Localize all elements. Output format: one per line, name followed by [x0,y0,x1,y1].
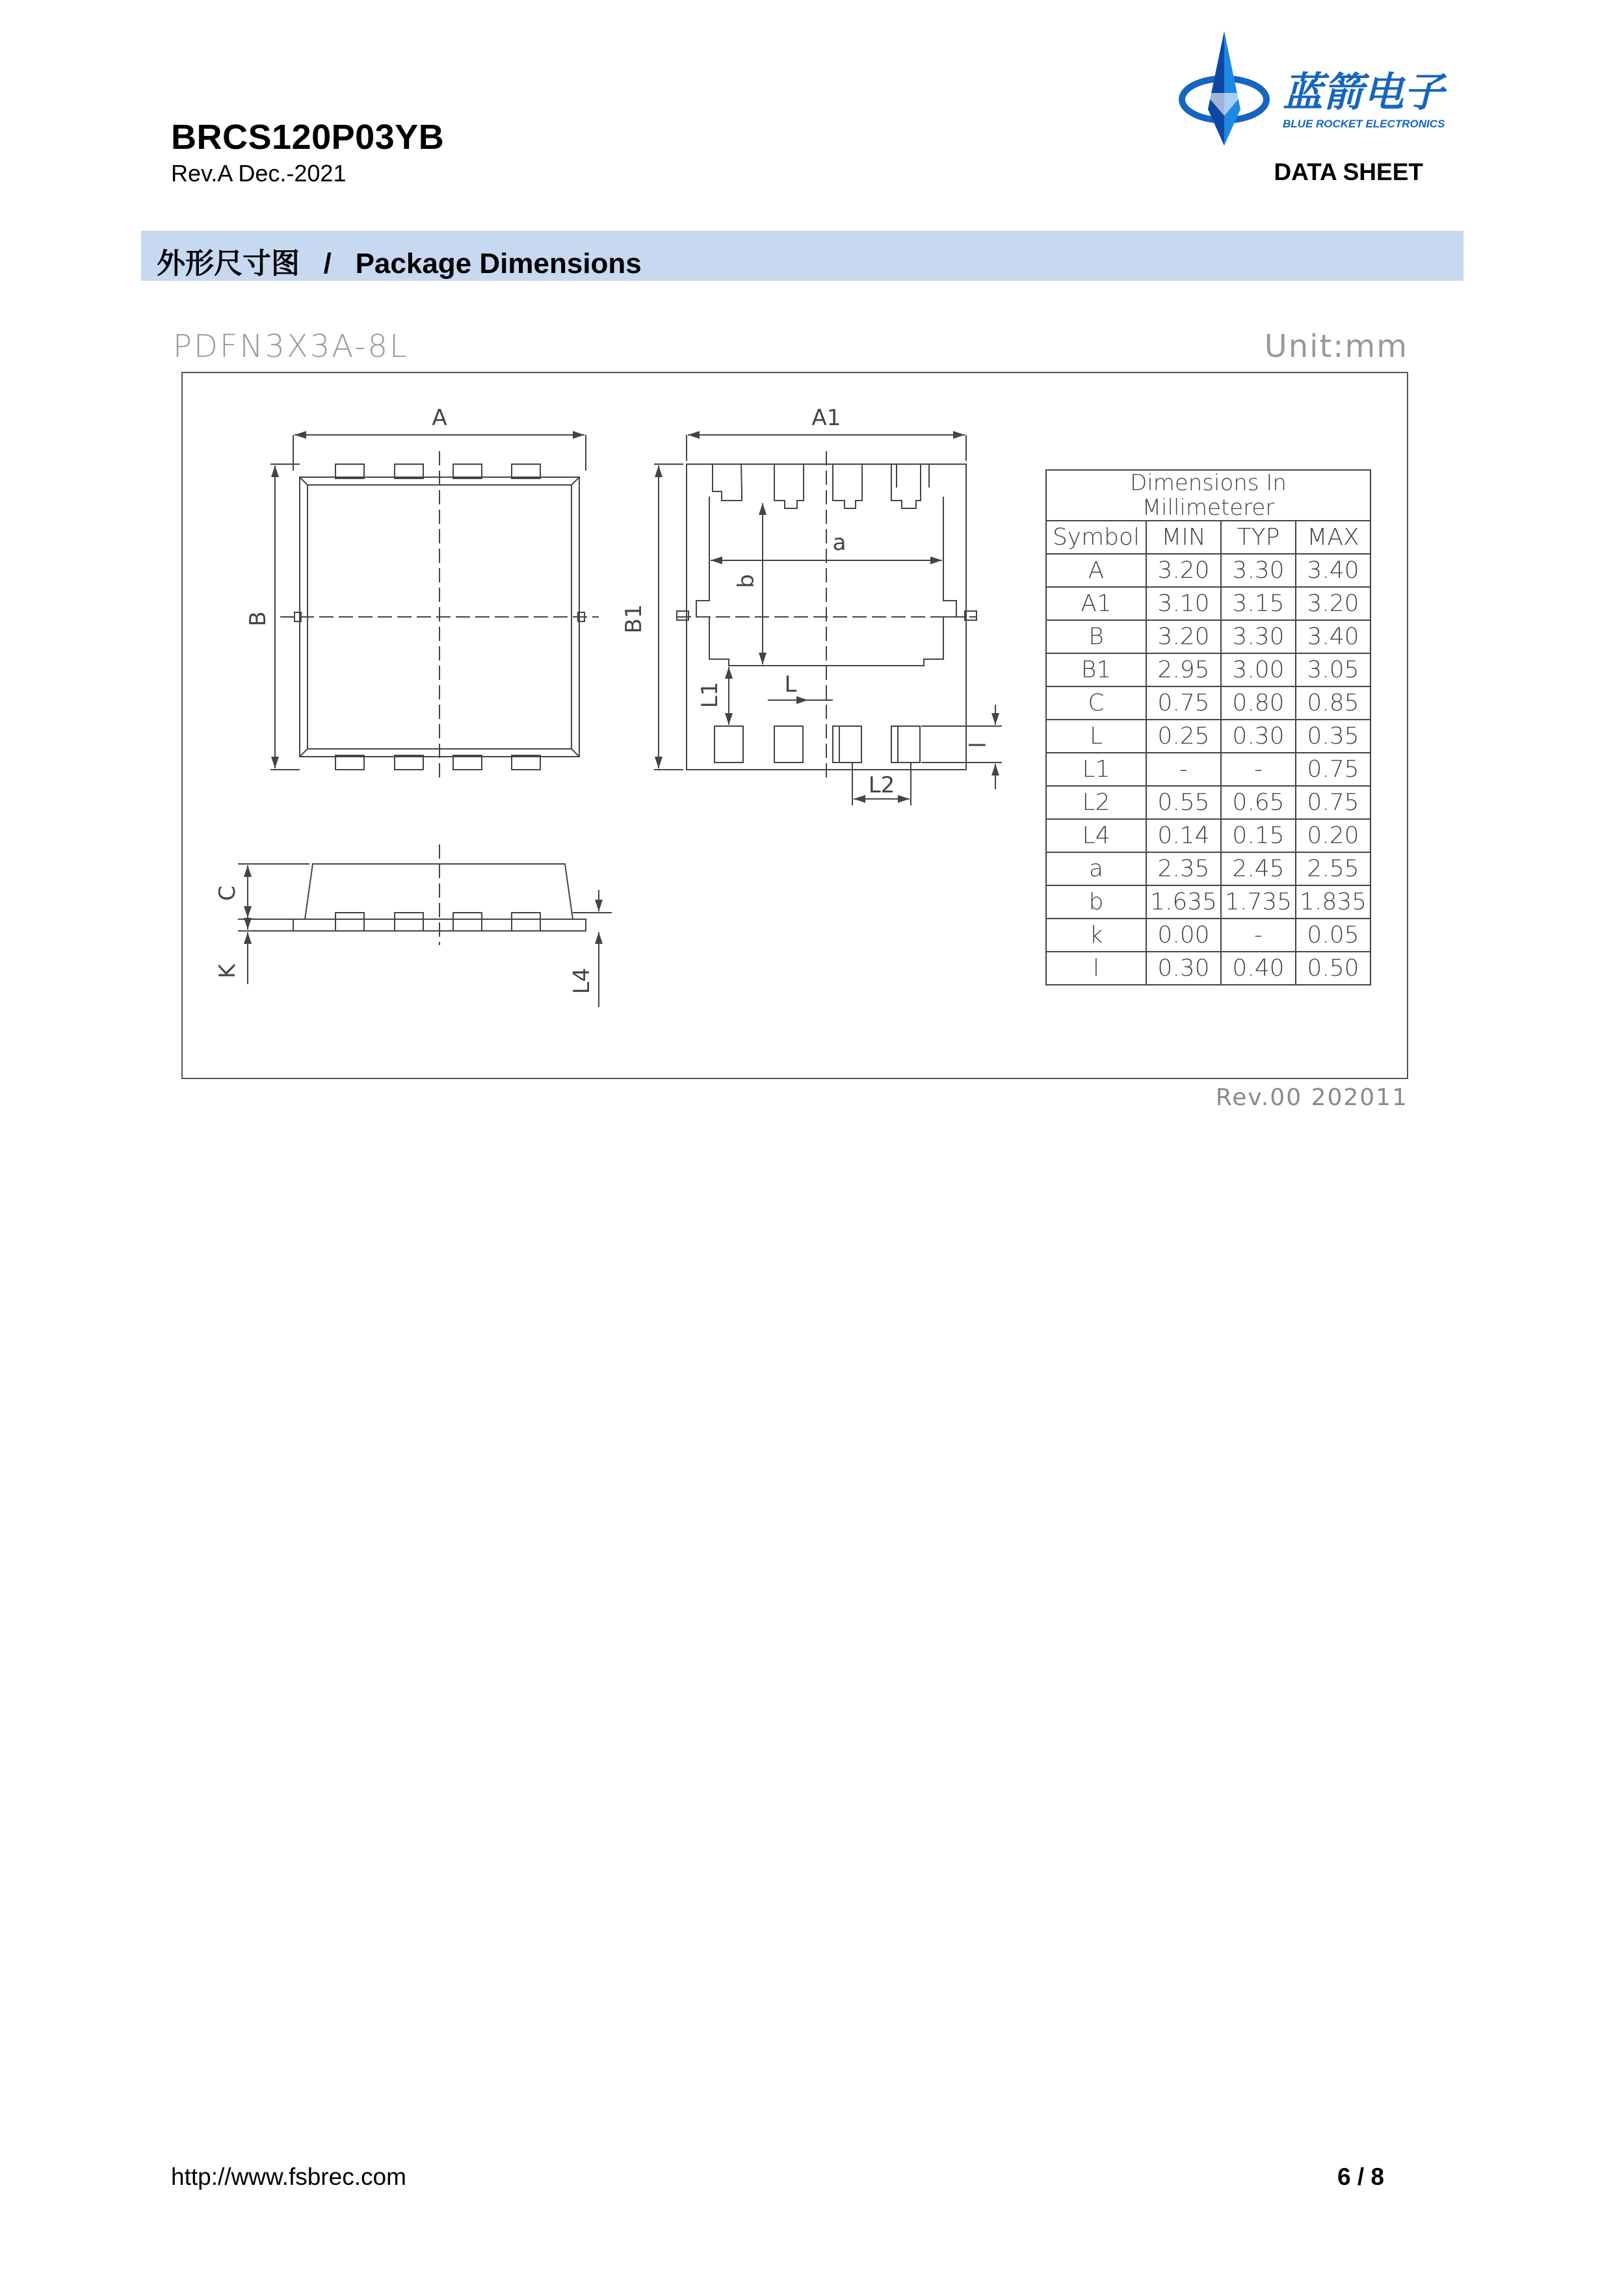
table-row [1046,919,1370,952]
label-A: A [432,405,447,431]
bottom-view [621,405,1002,805]
table-cell: 0.00 [1146,919,1221,952]
table-cell: 0.85 [1296,686,1370,720]
dimension-drawing [181,372,1408,1079]
table-cell: 3.10 [1146,587,1221,620]
table-cell: 3.20 [1146,620,1221,653]
table-row [1046,653,1370,686]
table-cell: 2.95 [1146,653,1221,686]
label-L4: L4 [569,967,595,995]
label-B1: B1 [621,604,647,634]
table-cell: 3.20 [1296,587,1370,620]
table-cell: 3.30 [1221,554,1296,587]
section-header-bar [141,231,1463,281]
footer-url-link[interactable]: http://www.fsbrec.com [171,2163,406,2190]
table-cell: C [1046,686,1146,720]
table-cell: B [1046,620,1146,653]
table-cell: 3.15 [1221,587,1296,620]
label-L: L [784,672,797,698]
label-A1: A1 [811,405,841,431]
table-cell: 0.14 [1146,819,1221,852]
table-cell: 0.75 [1146,686,1221,720]
table-cell: 0.35 [1296,720,1370,753]
table-row [1046,852,1370,885]
drawing-revision: Rev.00 202011 [1215,1084,1408,1111]
section-title: 外形尺寸图 / Package Dimensions [157,248,642,280]
logo-english-text: BLUE ROCKET ELECTRONICS [1283,118,1445,130]
table-cell: 3.40 [1296,620,1370,653]
table-cell: 0.05 [1296,919,1370,952]
logo-chinese-text: 蓝箭电子 [1283,68,1445,116]
table-cell: 1.735 [1221,885,1296,919]
table-cell: 0.50 [1296,952,1370,985]
table-cell: L4 [1046,819,1146,852]
table-cell: 0.80 [1221,686,1296,720]
table-cell: 0.15 [1221,819,1296,852]
label-C: C [215,885,241,901]
label-K: K [215,963,241,979]
table-cell: 0.55 [1146,786,1221,819]
column-header: MIN [1146,521,1221,554]
table-title [1046,470,1370,521]
table-cell: 3.00 [1221,653,1296,686]
table-cell: 0.65 [1221,786,1296,819]
page-number: 6 / 8 [1337,2163,1384,2190]
table-cell: L1 [1046,753,1146,786]
column-header: Symbol [1046,521,1146,554]
table-cell: 2.55 [1296,852,1370,885]
table-cell: 2.45 [1221,852,1296,885]
table-cell: 0.75 [1296,753,1370,786]
table-row [1046,753,1370,786]
table-cell: 2.35 [1146,852,1221,885]
table-title-line1: Dimensions In [1130,470,1287,496]
table-cell: k [1046,919,1146,952]
table-cell: L [1046,720,1146,753]
table-title-row [1046,470,1370,521]
top-view [245,405,599,783]
table-title-line2: Millimeterer [1142,495,1275,521]
table-cell: B1 [1046,653,1146,686]
table-cell: 0.30 [1146,952,1221,985]
side-view [215,844,612,1007]
table-cell: 3.40 [1296,554,1370,587]
table-cell: A1 [1046,587,1146,620]
part-number: BRCS120P03YB [171,118,445,157]
table-row [1046,554,1370,587]
column-header: TYP [1221,521,1296,554]
label-B: B [245,611,271,627]
table-row [1046,587,1370,620]
table-cell: 1.635 [1146,885,1221,919]
label-b: b [733,574,759,588]
table-cell: 0.40 [1221,952,1296,985]
table-row [1046,686,1370,720]
column-header: MAX [1296,521,1370,554]
table-cell: 0.25 [1146,720,1221,753]
table-cell: - [1221,753,1296,786]
table-row [1046,819,1370,852]
revision-date: Rev.A Dec.-2021 [171,160,347,187]
table-row [1046,952,1370,985]
unit-label: Unit:mm [1264,328,1408,365]
table-cell: L2 [1046,786,1146,819]
table-cell: 0.20 [1296,819,1370,852]
company-logo [1175,31,1468,151]
dimensions-table [1045,469,1371,985]
table-cell: 1.835 [1296,885,1370,919]
label-a: a [832,530,846,556]
table-cell: 3.05 [1296,653,1370,686]
rocket-logo-icon [1175,31,1468,151]
table-cell: A [1046,554,1146,587]
table-cell: 0.30 [1221,720,1296,753]
table-row [1046,620,1370,653]
table-cell: - [1221,919,1296,952]
table-cell: 0.75 [1296,786,1370,819]
table-header-row [1046,521,1370,554]
label-L1: L1 [697,681,723,709]
label-L2: L2 [868,772,895,798]
label-l: l [965,742,991,748]
table-row [1046,786,1370,819]
table-cell: b [1046,885,1146,919]
table-row [1046,720,1370,753]
table-cell: 3.20 [1146,554,1221,587]
package-name: PDFN3X3A-8L [173,328,409,365]
table-cell: a [1046,852,1146,885]
table-cell: l [1046,952,1146,985]
table-row [1046,885,1370,919]
table-cell: 3.30 [1221,620,1296,653]
document-type: DATA SHEET [1274,159,1423,185]
table-cell: - [1146,753,1221,786]
